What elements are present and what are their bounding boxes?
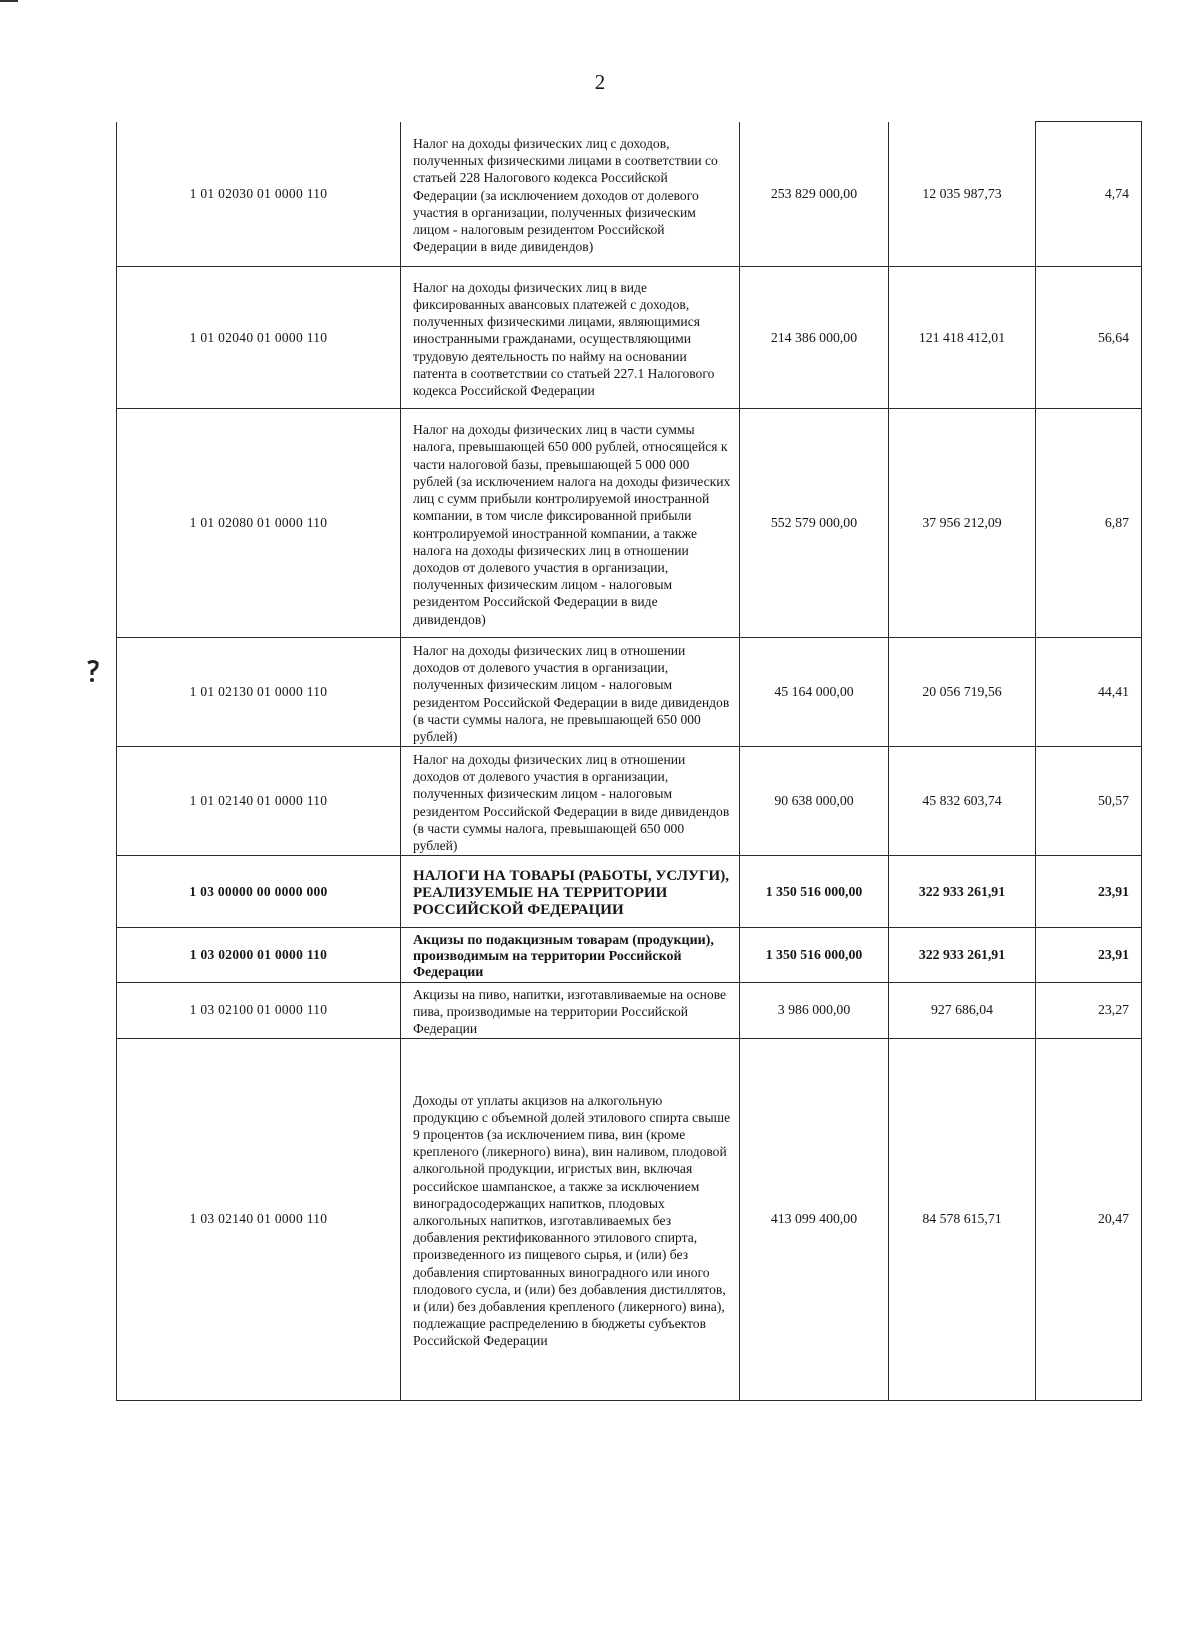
- row-percent: [1036, 638, 1142, 747]
- row-percent: [1036, 928, 1142, 983]
- row-name: [401, 1038, 740, 1400]
- table-row: [117, 122, 1142, 267]
- row-percent-value: 56,64: [1097, 329, 1129, 345]
- row-fact: 12 035 987,73: [889, 122, 1036, 267]
- row-code: 1 03 02140 01 0000 110: [117, 1038, 401, 1400]
- row-fact: 45 832 603,74: [889, 747, 1036, 856]
- row-percent-value: 6,87: [1104, 515, 1129, 530]
- table-row: [117, 747, 1142, 856]
- table-row-section-heading: [117, 856, 1142, 928]
- row-name: [401, 409, 740, 638]
- row-plan: 45 164 000,00: [740, 638, 889, 747]
- row-name-text: Налог на доходы физических лиц в виде фиксированных авансовых платежей с доходов, полученных физическими лицами, являющимися иностранными гражданами, осуществляющими трудовую деятельность по найму на основании патента в соответствии со статьей 227.1 Налогового кодекса Российской Федерации: [413, 279, 715, 398]
- row-name-text: НАЛОГИ НА ТОВАРЫ (РАБОТЫ, УСЛУГИ), РЕАЛИЗУЕМЫЕ НА ТЕРРИТОРИИ РОССИЙСКОЙ ФЕДЕРАЦИИ: [413, 867, 729, 918]
- row-code: 1 01 02030 01 0000 110: [117, 122, 401, 267]
- row-plan: 1 350 516 000,00: [740, 928, 889, 983]
- row-name: [401, 983, 740, 1039]
- row-percent: [1036, 122, 1142, 267]
- table-row-subsection-heading: [117, 928, 1142, 983]
- table-row: [117, 1038, 1142, 1400]
- row-name-text: Акцизы по подакцизным товарам (продукции), производимым на территории Российской Федерации: [413, 932, 714, 980]
- row-percent-value: 4,74: [1104, 186, 1129, 201]
- row-percent-value: 44,41: [1097, 684, 1129, 699]
- row-fact: 84 578 615,71: [889, 1038, 1036, 1400]
- row-name: [401, 747, 740, 856]
- table-row: [117, 267, 1142, 409]
- row-plan: 552 579 000,00: [740, 409, 889, 638]
- row-percent: [1036, 267, 1142, 409]
- row-percent-value: 23,27: [1097, 1002, 1129, 1018]
- row-percent: [1036, 856, 1142, 928]
- row-name: [401, 928, 740, 983]
- row-fact: 121 418 412,01: [889, 267, 1036, 409]
- row-code: 1 03 02100 01 0000 110: [117, 983, 401, 1039]
- row-name-text: Налог на доходы физических лиц в отношении доходов от долевого участия в организации, полученных физическим лицом - налоговым резидентом Российской Федерации в виде дивидендов (в части суммы налога, превышающей 650 000 рублей): [413, 751, 730, 853]
- row-name-text: Налог на доходы физических лиц в отношении доходов от долевого участия в организации, полученных физическим лицом - налоговым резидентом Российской Федерации в виде дивидендов (в части суммы налога, не превышающей 650 000 рублей): [413, 642, 730, 744]
- row-percent-value: 23,91: [1097, 947, 1129, 962]
- table-row: [117, 409, 1142, 638]
- row-plan: 90 638 000,00: [740, 747, 889, 856]
- row-code: 1 01 02130 01 0000 110: [117, 638, 401, 747]
- row-name: [401, 122, 740, 267]
- row-percent: [1036, 747, 1142, 856]
- row-plan: 1 350 516 000,00: [740, 856, 889, 928]
- row-percent: [1036, 409, 1142, 638]
- row-percent-value: 20,47: [1097, 1211, 1129, 1227]
- scan-corner-mark: [0, 0, 18, 2]
- row-name-text: Налог на доходы физических лиц с доходов, полученных физическими лицами в соответствии со статьей 228 Налогового кодекса Российской Федерации (за исключением доходов от долевого участия в организации, полученных физическим лицом - налоговым резидентом Российской Федерации в виде дивидендов): [413, 136, 718, 255]
- row-fact: 37 956 212,09: [889, 409, 1036, 638]
- row-plan: 253 829 000,00: [740, 122, 889, 267]
- row-name-text: Акцизы на пиво, напитки, изготавливаемые на основе пива, производимые на территории Российской Федерации: [413, 987, 727, 1037]
- table-row: [117, 983, 1142, 1039]
- row-plan: 413 099 400,00: [740, 1038, 889, 1400]
- row-percent: [1036, 983, 1142, 1039]
- row-name-text: Налог на доходы физических лиц в части суммы налога, превышающей 650 000 рублей, относящейся к части налоговой базы, превышающей 5 000 000 рублей (за исключением налога на доходы физических лиц с сумм прибыли контролируемой иностранной компании, в том числе фиксированной прибыли контролируемой иностранной компании, а также налога на доходы физических лиц в отношении доходов от долевого участия в организации, полученных физическим лицом - налоговым резидентом Российской Федерации в виде дивидендов): [413, 422, 731, 627]
- row-fact: 927 686,04: [889, 983, 1036, 1039]
- margin-handwritten-mark: [86, 660, 100, 690]
- row-name-text: Доходы от уплаты акцизов на алкогольную продукцию с объемной долей этилового спирта свыше 9 процентов (за исключением пива, вин (кроме крепленого (ликерного) вина), вин наливом, плодовой алкогольной продукции, игристых вин, включая российское шампанское, а также за исключением виноградосодержащих напитков, плодовых алкогольных напитков, изготавливаемых без добавления ректификованного этилового спирта, произведенного из пищевого сырья, и (или) без добавления спиртованных виноградного или иного плодового сусла, и (или) без добавления дистиллятов, и (или) без добавления крепленого (ликерного) вина), подлежащие распределению в бюджеты субъектов Российской Федерации: [413, 1092, 731, 1349]
- row-code: 1 01 02140 01 0000 110: [117, 747, 401, 856]
- row-code: 1 01 02040 01 0000 110: [117, 267, 401, 409]
- row-plan: 214 386 000,00: [740, 267, 889, 409]
- margin-mark-icon: [86, 660, 100, 684]
- page-number: 2: [594, 70, 606, 94]
- row-name: [401, 638, 740, 747]
- row-code: 1 03 00000 00 0000 000: [117, 856, 401, 928]
- row-percent-value: 23,91: [1097, 883, 1129, 899]
- row-fact: 322 933 261,91: [889, 856, 1036, 928]
- row-code: 1 03 02000 01 0000 110: [117, 928, 401, 983]
- table-row: [117, 638, 1142, 747]
- revenue-table: [116, 121, 1142, 1401]
- row-plan: 3 986 000,00: [740, 983, 889, 1039]
- row-name: [401, 856, 740, 928]
- row-percent: [1036, 1038, 1142, 1400]
- row-fact: 20 056 719,56: [889, 638, 1036, 747]
- row-percent-value: 50,57: [1097, 793, 1129, 808]
- row-code: 1 01 02080 01 0000 110: [117, 409, 401, 638]
- row-name: [401, 267, 740, 409]
- row-fact: 322 933 261,91: [889, 928, 1036, 983]
